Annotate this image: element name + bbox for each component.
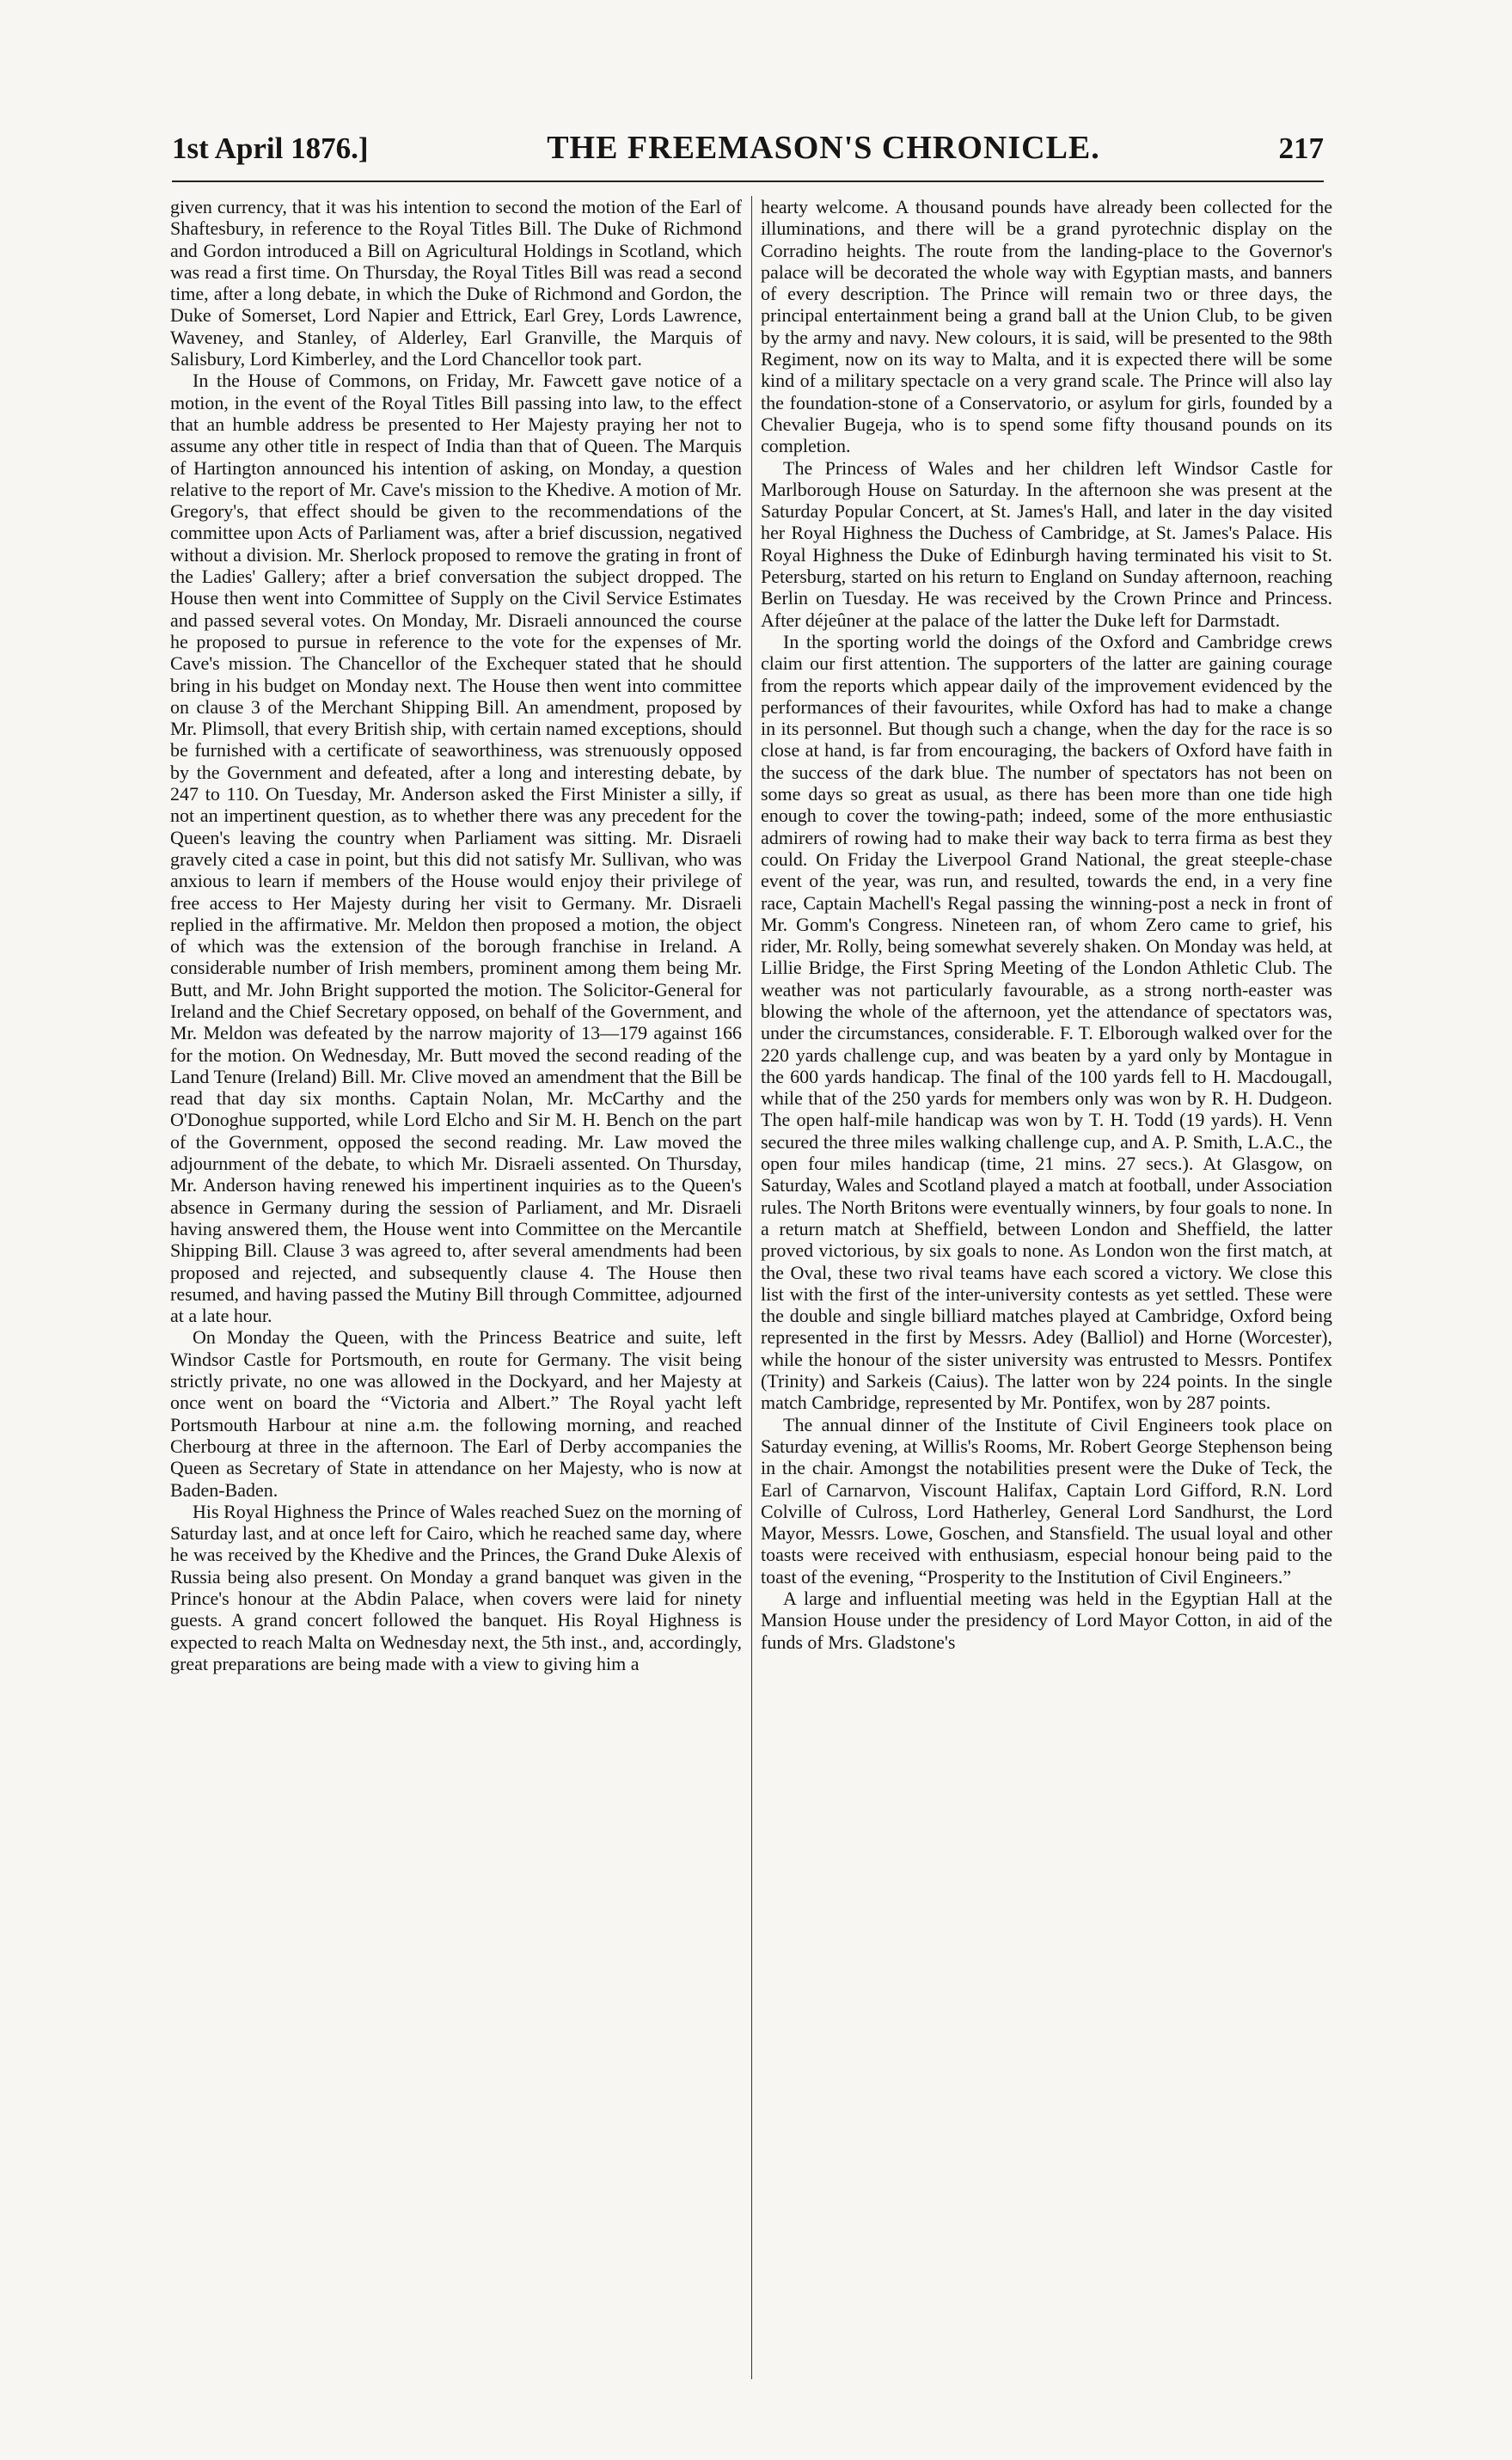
paragraph: The Princess of Wales and her children left Windsor Castle for Marlborough House on Saturday. In the afternoon she was present at the Saturday Popular Concert, at St. James's Hall, and later in the day visited her Royal Highness the Duchess of Cambridge, at St. James's Palace. His Royal Highness the Duke of Edinburgh having terminated his visit to St. Petersburg, started on his return to England on Sunday afternoon, reaching Berlin on Tuesday. He was received by the Crown Prince and Princess. After déjeûner at the palace of the latter the Duke left for Darmstadt. — [761, 456, 1332, 631]
right-column — [761, 196, 1332, 2379]
paragraph: The annual dinner of the Institute of Civil Engineers took place on Saturday evening, at Willis's Rooms, Mr. Robert George Stephenson being in the chair. Amongst the notabilities present were the Duke of Teck, the Earl of Carnarvon, Viscount Halifax, Captain Lord Gifford, R.N. Lord Colville of Culross, Lord Hatherley, General Lord Sandhurst, the Lord Mayor, Messrs. Lowe, Goschen, and Stansfield. The usual loyal and other toasts were received with enthusiasm, especial honour being paid to the toast of the evening, “Prosperity to the Institution of Civil Engineers.” — [761, 1413, 1332, 1588]
paragraph: In the sporting world the doings of the Oxford and Cambridge crews claim our first attention. The supporters of the latter are gaining courage from the reports which appear daily of the improvement evidenced by the performances of their favourites, while Oxford has had to make a change in its personnel. But though such a change, when the day for the race is so close at hand, is far from encouraging, the backers of Oxford have faith in the success of the dark blue. The number of spectators has not been on some days so great as usual, as there has been more than one tide high enough to cover the towing-path; indeed, some of the more enthusiastic admirers of rowing had to make their way back to terra firma as best they could. On Friday the Liverpool Grand National, the great steeple-chase event of the year, was run, and resulted, towards the end, in a very fine race, Captain Machell's Regal passing the winning-post a neck in front of Mr. Gomm's Congress. Nineteen ran, of whom Zero came to grief, his rider, Mr. Rolly, being somewhat severely shaken. On Monday was held, at Lillie Bridge, the First Spring Meeting of the London Athletic Club. The weather was not particularly favourable, as a strong north-easter was blowing the whole of the afternoon, yet the attendance of spectators was, under the circumstances, considerable. F. T. Elborough walked over for the 220 yards challenge cup, and was beaten by a yard only by Montague in the 600 yards handicap. The final of the 100 yards fell to H. Macdougall, while that of the 250 yards for members only was won by R. H. Dudgeon. The open half-mile handicap was won by T. H. Todd (19 yards). H. Venn secured the three miles walking challenge cup, and A. P. Smith, L.A.C., the open four miles handicap (time, 21 mins. 27 secs.). At Glasgow, on Saturday, Wales and Scotland played a match at football, under Association rules. The North Britons were eventually winners, by four goals to none. In a return match at Sheffield, between London and Sheffield, the latter proved victorious, by six goals to none. As London won the first match, at the Oval, these two rival teams have each scored a victory. We close this list with the first of the inter-university contests as yet settled. These were the double and single billiard matches played at Cambridge, Oxford being represented in the first by Messrs. Adey (Balliol) and Horne (Worcester), while the honour of the sister university was entrusted to Messrs. Pontifex (Trinity) and Sarkeis (Caius). The latter won by 224 points. In the single match Cambridge, represented by Mr. Pontifex, won by 287 points. — [761, 630, 1332, 1414]
paragraph: His Royal Highness the Prince of Wales reached Suez on the morning of Saturday last, and at once left for Cairo, which he reached same day, where he was received by the Khedive and the Princes, the Grand Duke Alexis of Russia being also present. On Monday a grand banquet was given in the Prince's honour at the Abdin Palace, when covers were laid for ninety guests. A grand concert followed the banquet. His Royal Highness is expected to reach Malta on Wednesday next, the 5th inst., and, accordingly, great preparations are being made with a view to giving him a — [170, 1500, 742, 1674]
header-date: 1st April 1876.] — [172, 132, 369, 165]
paragraph: A large and influential meeting was held in the Egyptian Hall at the Mansion House under the presidency of Lord Mayor Cotton, in aid of the funds of Mrs. Gladstone's — [761, 1588, 1332, 1653]
page-header — [172, 129, 1324, 182]
page-number: 217 — [1278, 132, 1324, 165]
publication-title: THE FREEMASON'S CHRONICLE. — [547, 130, 1100, 166]
column-divider — [751, 196, 752, 2379]
left-column — [170, 196, 742, 2379]
paragraph: In the House of Commons, on Friday, Mr. Fawcett gave notice of a motion, in the event of the Royal Titles Bill passing into law, to the effect that an humble address be presented to Her Majesty praying her not to assume any other title in respect of India than that of Queen. The Marquis of Hartington announced his intention of asking, on Monday, a question relative to the report of Mr. Cave's mission to the Khedive. A motion of Mr. Gregory's, that effect should be given to the recommendations of the committee upon Acts of Parliament was, after a brief discussion, negatived without a division. Mr. Sherlock proposed to remove the grating in front of the Ladies' Gallery; after a brief conversation the subject dropped. The House then went into Committee of Supply on the Civil Service Estimates and passed several votes. On Monday, Mr. Disraeli announced the course he proposed to pursue in reference to the vote for the expenses of Mr. Cave's mission. The Chancellor of the Exchequer stated that he should bring in his budget on Monday next. The House then went into committee on clause 3 of the Merchant Shipping Bill. An amendment, proposed by Mr. Plimsoll, that every British ship, with certain named exceptions, should be furnished with a certificate of seaworthiness, was strenuously opposed by the Government and defeated, after a long and interesting debate, by 247 to 110. On Tuesday, Mr. Anderson asked the First Minister a silly, if not an impertinent question, as to whether there was any precedent for the Queen's leaving the country when Parliament was sitting. Mr. Disraeli gravely cited a case in point, but this did not satisfy Mr. Sullivan, who was anxious to learn if members of the House would enjoy their privilege of free access to Her Majesty during her visit to Germany. Mr. Disraeli replied in the affirmative. Mr. Meldon then proposed a motion, the object of which was the extension of the borough franchise in Ireland. A considerable number of Irish members, prominent among them being Mr. Butt, and Mr. John Bright supported the motion. The Solicitor-General for Ireland and the Chief Secretary opposed, on behalf of the Government, and Mr. Meldon was defeated by the narrow majority of 13—179 against 166 for the motion. On Wednesday, Mr. Butt moved the second reading of the Land Tenure (Ireland) Bill. Mr. Clive moved an amendment that the Bill be read that day six months. Captain Nolan, Mr. McCarthy and the O'Donoghue supported, while Lord Elcho and Sir M. H. Bench on the part of the Government, opposed the second reading. Mr. Law moved the adjournment of the debate, to which Mr. Disraeli assented. On Thursday, Mr. Anderson having renewed his impertinent inquiries as to the Queen's absence in Germany during the session of Parliament, and Mr. Disraeli having answered them, the House went into Committee on the Mercantile Shipping Bill. Clause 3 was agreed to, after several amendments had been proposed and rejected, and subsequently clause 4. The House then resumed, and having passed the Mutiny Bill through Committee, adjourned at a late hour. — [170, 370, 742, 1327]
paragraph: hearty welcome. A thousand pounds have already been collected for the illuminations, and there will be a grand pyrotechnic display on the Corradino heights. The route from the landing-place to the Governor's palace will be decorated the whole way with Egyptian masts, and banners of every description. The Prince will remain two or three days, the principal entertainment being a grand ball at the Union Club, to be given by the army and navy. New colours, it is said, will be presented to the 98th Regiment, now on its way to Malta, and it is expected there will be some kind of a military spectacle on a very grand scale. The Prince will also lay the foundation-stone of a Conservatorio, or asylum for girls, founded by a Chevalier Bugeja, who is to spend some fifty thousand pounds on its completion. — [761, 196, 1332, 457]
paragraph: given currency, that it was his intention to second the motion of the Earl of Shaftesbury, in reference to the Royal Titles Bill. The Duke of Richmond and Gordon introduced a Bill on Agricultural Holdings in Scotland, which was read a first time. On Thursday, the Royal Titles Bill was read a second time, after a long debate, in which the Duke of Richmond and Gordon, the Duke of Somerset, Lord Napier and Ettrick, Earl Grey, Lords Lawrence, Waveney, and Stanley, of Alderley, Earl Granville, the Marquis of Salisbury, Lord Kimberley, and the Lord Chancellor took part. — [170, 196, 742, 370]
paragraph: On Monday the Queen, with the Princess Beatrice and suite, left Windsor Castle for Portsmouth, en route for Germany. The visit being strictly private, no one was allowed in the Dockyard, and her Majesty at once went on board the “Victoria and Albert.” The Royal yacht left Portsmouth Harbour at nine a.m. the following morning, and reached Cherbourg at three in the afternoon. The Earl of Derby accompanies the Queen as Secretary of State in attendance on her Majesty, who is now at Baden-Baden. — [170, 1326, 742, 1501]
